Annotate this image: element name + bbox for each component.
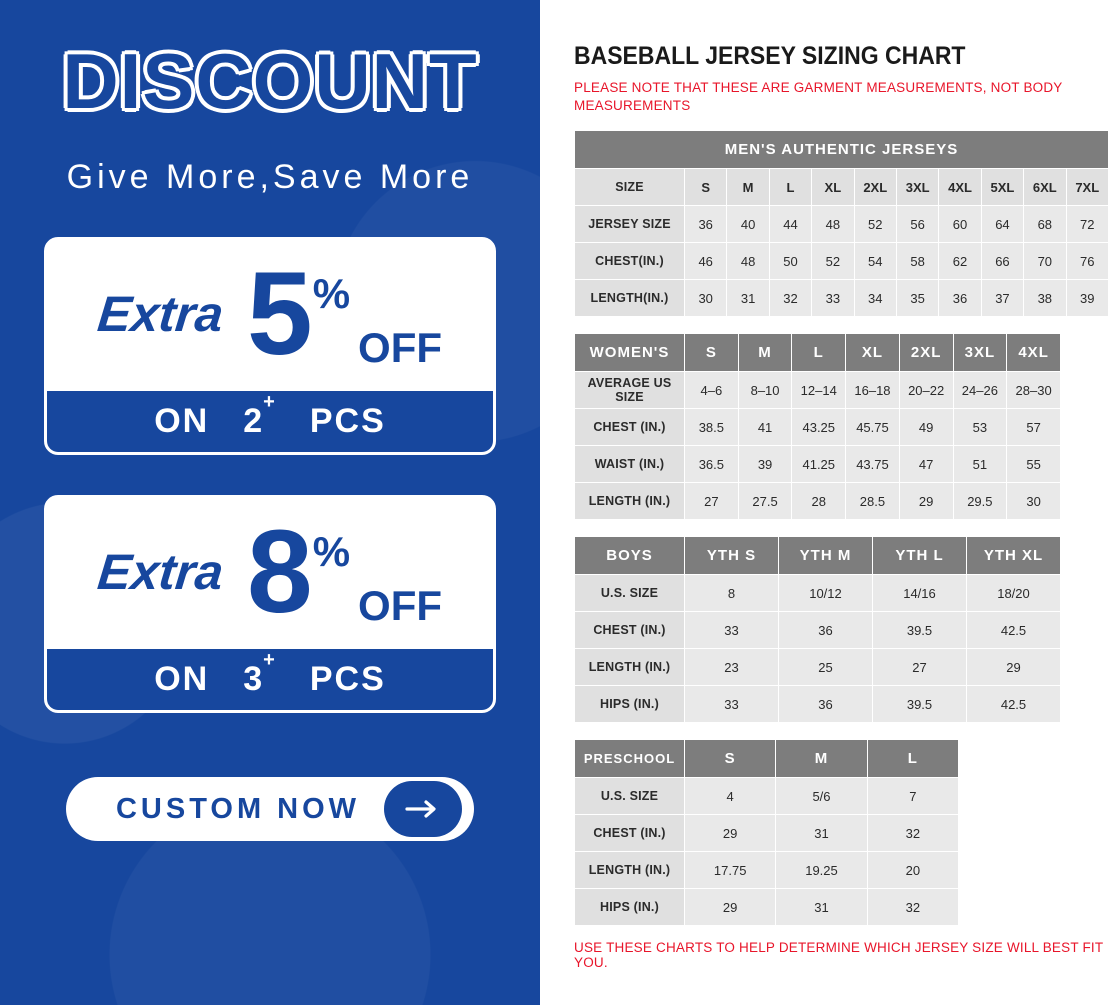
offer-on-label: ON — [154, 660, 210, 698]
table-cell: 53 — [953, 409, 1007, 446]
row-label: U.S. SIZE — [575, 778, 685, 815]
col-header: 7XL — [1066, 169, 1108, 206]
row-label: HIPS (IN.) — [575, 889, 685, 926]
col-header: L — [792, 334, 846, 372]
table-cell: 64 — [981, 206, 1023, 243]
table-cell: 23 — [685, 649, 779, 686]
table-cell: 31 — [727, 280, 769, 317]
custom-now-button[interactable] — [66, 777, 474, 841]
offer-percent-number: 8 — [247, 505, 311, 638]
row-label: AVERAGE US SIZE — [575, 372, 685, 409]
table-cell: 32 — [769, 280, 811, 317]
table-cell: 70 — [1024, 243, 1066, 280]
table-cell: 38 — [1024, 280, 1066, 317]
col-header: YTH S — [685, 537, 779, 575]
row-label: JERSEY SIZE — [575, 206, 685, 243]
table-cell: 24–26 — [953, 372, 1007, 409]
table-row — [575, 778, 959, 815]
table-row — [575, 409, 1061, 446]
table-cell: 33 — [685, 612, 779, 649]
table-cell: 14/16 — [873, 575, 967, 612]
table-band-row — [575, 131, 1109, 169]
table-cell: 52 — [812, 243, 854, 280]
table-cell: 29 — [899, 483, 953, 520]
table-cell: 41.25 — [792, 446, 846, 483]
womens-sizing-table — [574, 333, 1061, 520]
mens-sizing-table — [574, 130, 1109, 317]
offer-off-label: OFF — [358, 582, 443, 629]
table-cell: 48 — [727, 243, 769, 280]
table-cell: 50 — [769, 243, 811, 280]
table-cell: 42.5 — [967, 686, 1061, 723]
table-cell: 46 — [685, 243, 727, 280]
table-cell: 27.5 — [738, 483, 792, 520]
custom-now-label: CUSTOM NOW — [115, 792, 361, 825]
table-cell: 27 — [685, 483, 739, 520]
table-cell: 19.25 — [776, 852, 867, 889]
col-header: 4XL — [939, 169, 981, 206]
offer-card-8-percent — [44, 495, 496, 713]
offer-off-label: OFF — [358, 324, 443, 371]
table-cell: 68 — [1024, 206, 1066, 243]
chart-footer-note: USE THESE CHARTS TO HELP DETERMINE WHICH JERSEY SIZE WILL BEST FIT YOU. — [574, 940, 1104, 971]
table-cell: 72 — [1066, 206, 1108, 243]
table-cell: 49 — [899, 409, 953, 446]
col-header: 2XL — [899, 334, 953, 372]
col-header: YTH M — [779, 537, 873, 575]
table-row — [575, 483, 1061, 520]
col-header: M — [776, 740, 867, 778]
offer-quantity-plus: + — [263, 390, 276, 413]
table-cell: 36 — [779, 686, 873, 723]
col-header: 6XL — [1024, 169, 1066, 206]
row-label: LENGTH(IN.) — [575, 280, 685, 317]
offer-on-label: ON — [154, 402, 210, 440]
promo-tagline: Give More,Save More — [66, 158, 474, 196]
row-label: U.S. SIZE — [575, 575, 685, 612]
row-label: WAIST (IN.) — [575, 446, 685, 483]
col-header: 5XL — [981, 169, 1023, 206]
table-cell: 32 — [867, 815, 958, 852]
table-row — [575, 280, 1109, 317]
offer-quantity — [243, 648, 276, 699]
boys-sizing-table — [574, 536, 1061, 723]
table-cell: 41 — [738, 409, 792, 446]
col-header: 3XL — [953, 334, 1007, 372]
table-cell: 58 — [896, 243, 938, 280]
table-cell: 31 — [776, 815, 867, 852]
preschool-sizing-table — [574, 739, 959, 926]
offer-card-top — [47, 240, 493, 388]
table-cell: 34 — [854, 280, 896, 317]
table-cell: 39.5 — [873, 686, 967, 723]
table-cell: 52 — [854, 206, 896, 243]
col-header: M — [738, 334, 792, 372]
table-cell: 4–6 — [685, 372, 739, 409]
table-cell: 8–10 — [738, 372, 792, 409]
offer-quantity — [243, 390, 276, 441]
offer-pcs-label: PCS — [309, 402, 386, 440]
table-header-row — [575, 169, 1109, 206]
table-cell: 62 — [939, 243, 981, 280]
boys-band-label: BOYS — [575, 537, 685, 575]
mens-band-label: MEN'S AUTHENTIC JERSEYS — [575, 131, 1109, 169]
table-cell: 29.5 — [953, 483, 1007, 520]
col-header: L — [769, 169, 811, 206]
table-row — [575, 852, 959, 889]
offer-pcs-label: PCS — [309, 660, 386, 698]
table-cell: 8 — [685, 575, 779, 612]
table-cell: 7 — [867, 778, 958, 815]
table-cell: 47 — [899, 446, 953, 483]
offer-extra-label: Extra — [95, 286, 226, 342]
preschool-band-label: PRESCHOOL — [575, 740, 685, 778]
discount-promo-panel — [0, 0, 540, 1005]
col-header: S — [685, 169, 727, 206]
table-row — [575, 889, 959, 926]
offer-card-bottom — [47, 388, 493, 452]
offer-quantity-value: 3 — [243, 660, 264, 698]
table-cell: 10/12 — [779, 575, 873, 612]
table-row — [575, 815, 959, 852]
table-cell: 39 — [1066, 280, 1108, 317]
offer-extra-label: Extra — [95, 544, 226, 600]
table-cell: 51 — [953, 446, 1007, 483]
offer-quantity-plus: + — [263, 648, 276, 671]
table-cell: 28.5 — [846, 483, 900, 520]
table-cell: 30 — [1007, 483, 1061, 520]
table-cell: 25 — [779, 649, 873, 686]
table-cell: 28 — [792, 483, 846, 520]
col-header: YTH L — [873, 537, 967, 575]
table-cell: 30 — [685, 280, 727, 317]
table-row — [575, 446, 1061, 483]
table-cell: 29 — [967, 649, 1061, 686]
table-cell: 39.5 — [873, 612, 967, 649]
col-header: 3XL — [896, 169, 938, 206]
col-header: XL — [812, 169, 854, 206]
table-row — [575, 612, 1061, 649]
table-cell: 38.5 — [685, 409, 739, 446]
row-label: LENGTH (IN.) — [575, 852, 685, 889]
table-header-row — [575, 740, 959, 778]
row-label: CHEST (IN.) — [575, 612, 685, 649]
table-cell: 37 — [981, 280, 1023, 317]
table-cell: 29 — [685, 815, 776, 852]
row-label: LENGTH (IN.) — [575, 483, 685, 520]
table-cell: 4 — [685, 778, 776, 815]
table-cell: 29 — [685, 889, 776, 926]
table-cell: 66 — [981, 243, 1023, 280]
arrow-right-icon — [384, 781, 462, 837]
table-cell: 45.75 — [846, 409, 900, 446]
table-row — [575, 649, 1061, 686]
table-cell: 36 — [939, 280, 981, 317]
table-cell: 33 — [685, 686, 779, 723]
row-label: CHEST (IN.) — [575, 409, 685, 446]
table-cell: 57 — [1007, 409, 1061, 446]
table-cell: 76 — [1066, 243, 1108, 280]
table-cell: 60 — [939, 206, 981, 243]
table-cell: 48 — [812, 206, 854, 243]
table-row — [575, 372, 1061, 409]
table-cell: 33 — [812, 280, 854, 317]
table-cell: 5/6 — [776, 778, 867, 815]
table-cell: 36 — [685, 206, 727, 243]
col-header: S — [685, 334, 739, 372]
table-cell: 20 — [867, 852, 958, 889]
table-cell: 35 — [896, 280, 938, 317]
table-cell: 44 — [769, 206, 811, 243]
col-header: L — [867, 740, 958, 778]
sizing-charts-panel — [540, 0, 1116, 1005]
col-header: SIZE — [575, 169, 685, 206]
row-label: CHEST (IN.) — [575, 815, 685, 852]
row-label: LENGTH (IN.) — [575, 649, 685, 686]
table-cell: 27 — [873, 649, 967, 686]
chart-disclaimer: PLEASE NOTE THAT THESE ARE GARMENT MEASUREMENTS, NOT BODY MEASUREMENTS — [574, 80, 1063, 113]
table-cell: 40 — [727, 206, 769, 243]
col-header: M — [727, 169, 769, 206]
chart-heading: BASEBALL JERSEY SIZING CHART — [574, 42, 966, 70]
table-cell: 32 — [867, 889, 958, 926]
table-header-row — [575, 334, 1061, 372]
table-cell: 55 — [1007, 446, 1061, 483]
table-cell: 17.75 — [685, 852, 776, 889]
offer-percent-symbol: % — [312, 527, 351, 575]
row-label: HIPS (IN.) — [575, 686, 685, 723]
table-cell: 36.5 — [685, 446, 739, 483]
col-header: XL — [846, 334, 900, 372]
table-cell: 43.25 — [792, 409, 846, 446]
table-row — [575, 206, 1109, 243]
table-cell: 16–18 — [846, 372, 900, 409]
womens-band-label: WOMEN'S — [575, 334, 685, 372]
col-header: 4XL — [1007, 334, 1061, 372]
offer-card-top — [47, 498, 493, 646]
offer-percent-symbol: % — [312, 269, 351, 317]
row-label: CHEST(IN.) — [575, 243, 685, 280]
col-header: S — [685, 740, 776, 778]
table-cell: 56 — [896, 206, 938, 243]
table-row — [575, 243, 1109, 280]
table-cell: 18/20 — [967, 575, 1061, 612]
offer-card-bottom — [47, 646, 493, 710]
table-cell: 43.75 — [846, 446, 900, 483]
col-header: 2XL — [854, 169, 896, 206]
table-cell: 31 — [776, 889, 867, 926]
table-cell: 36 — [779, 612, 873, 649]
table-header-row — [575, 537, 1061, 575]
table-cell: 39 — [738, 446, 792, 483]
offer-card-5-percent — [44, 237, 496, 455]
offer-quantity-value: 2 — [243, 402, 264, 440]
table-row — [575, 575, 1061, 612]
table-cell: 42.5 — [967, 612, 1061, 649]
table-cell: 12–14 — [792, 372, 846, 409]
offer-percent-number: 5 — [247, 247, 311, 380]
table-row — [575, 686, 1061, 723]
table-cell: 54 — [854, 243, 896, 280]
promo-title: DISCOUNT — [62, 37, 478, 125]
table-cell: 20–22 — [899, 372, 953, 409]
col-header: YTH XL — [967, 537, 1061, 575]
table-cell: 28–30 — [1007, 372, 1061, 409]
